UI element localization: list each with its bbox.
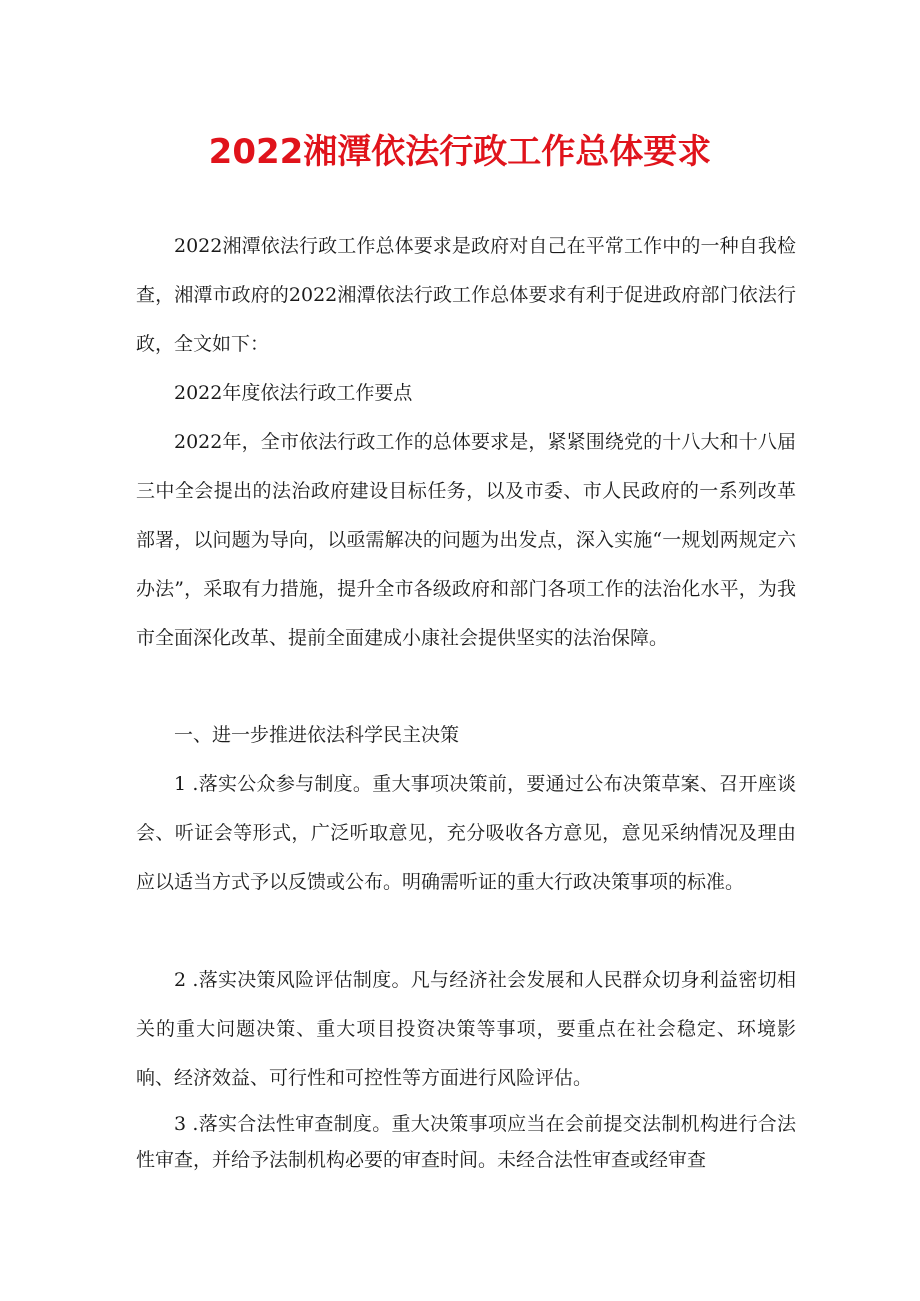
item-2-paragraph: 2 .落实决策风险评估制度。凡与经济社会发展和人民群众切身利益密切相关的重大问题决策、重大项目投资决策等事项，要重点在社会稳定、环境影响、经济效益、可行性和可控性等方面进行风险评估。 [136, 969, 796, 1089]
item-3-paragraph: 3 .落实合法性审查制度。重大决策事项应当在会前提交法制机构进行合法性审查，并给予法制机构必要的审查时间。未经合法性审查或经审查 [136, 1113, 796, 1171]
section-heading-annual-points: 2022年度依法行政工作要点 [174, 382, 413, 404]
intro-paragraph: 2022湘潭依法行政工作总体要求是政府对自己在平常工作中的一种自我检查，湘潭市政府的2022湘潭依法行政工作总体要求有利于促进政府部门依法行政，全文如下： [136, 235, 796, 355]
document-title: 2022湘潭依法行政工作总体要求 [208, 132, 712, 172]
section-heading-decision-making: 一、进一步推进依法科学民主决策 [174, 724, 460, 746]
item-1-paragraph: 1 .落实公众参与制度。重大事项决策前，要通过公布决策草案、召开座谈会、听证会等形式，广泛听取意见，充分吸收各方意见，意见采纳情况及理由应以适当方式予以反馈或公布。明确需听证的重大行政决策事项的标准。 [136, 773, 796, 893]
overall-requirements-paragraph: 2022年，全市依法行政工作的总体要求是，紧紧围绕党的十八大和十八届三中全会提出的法治政府建设目标任务，以及市委、市人民政府的一系列改革部署，以问题为导向，以亟需解决的问题为出发点，深入实施“一规划两规定六办法”，采取有力措施，提升全市各级政府和部门各项工作的法治化水平，为我市全面深化改革、提前全面建成小康社会提供坚实的法治保障。 [136, 431, 796, 649]
